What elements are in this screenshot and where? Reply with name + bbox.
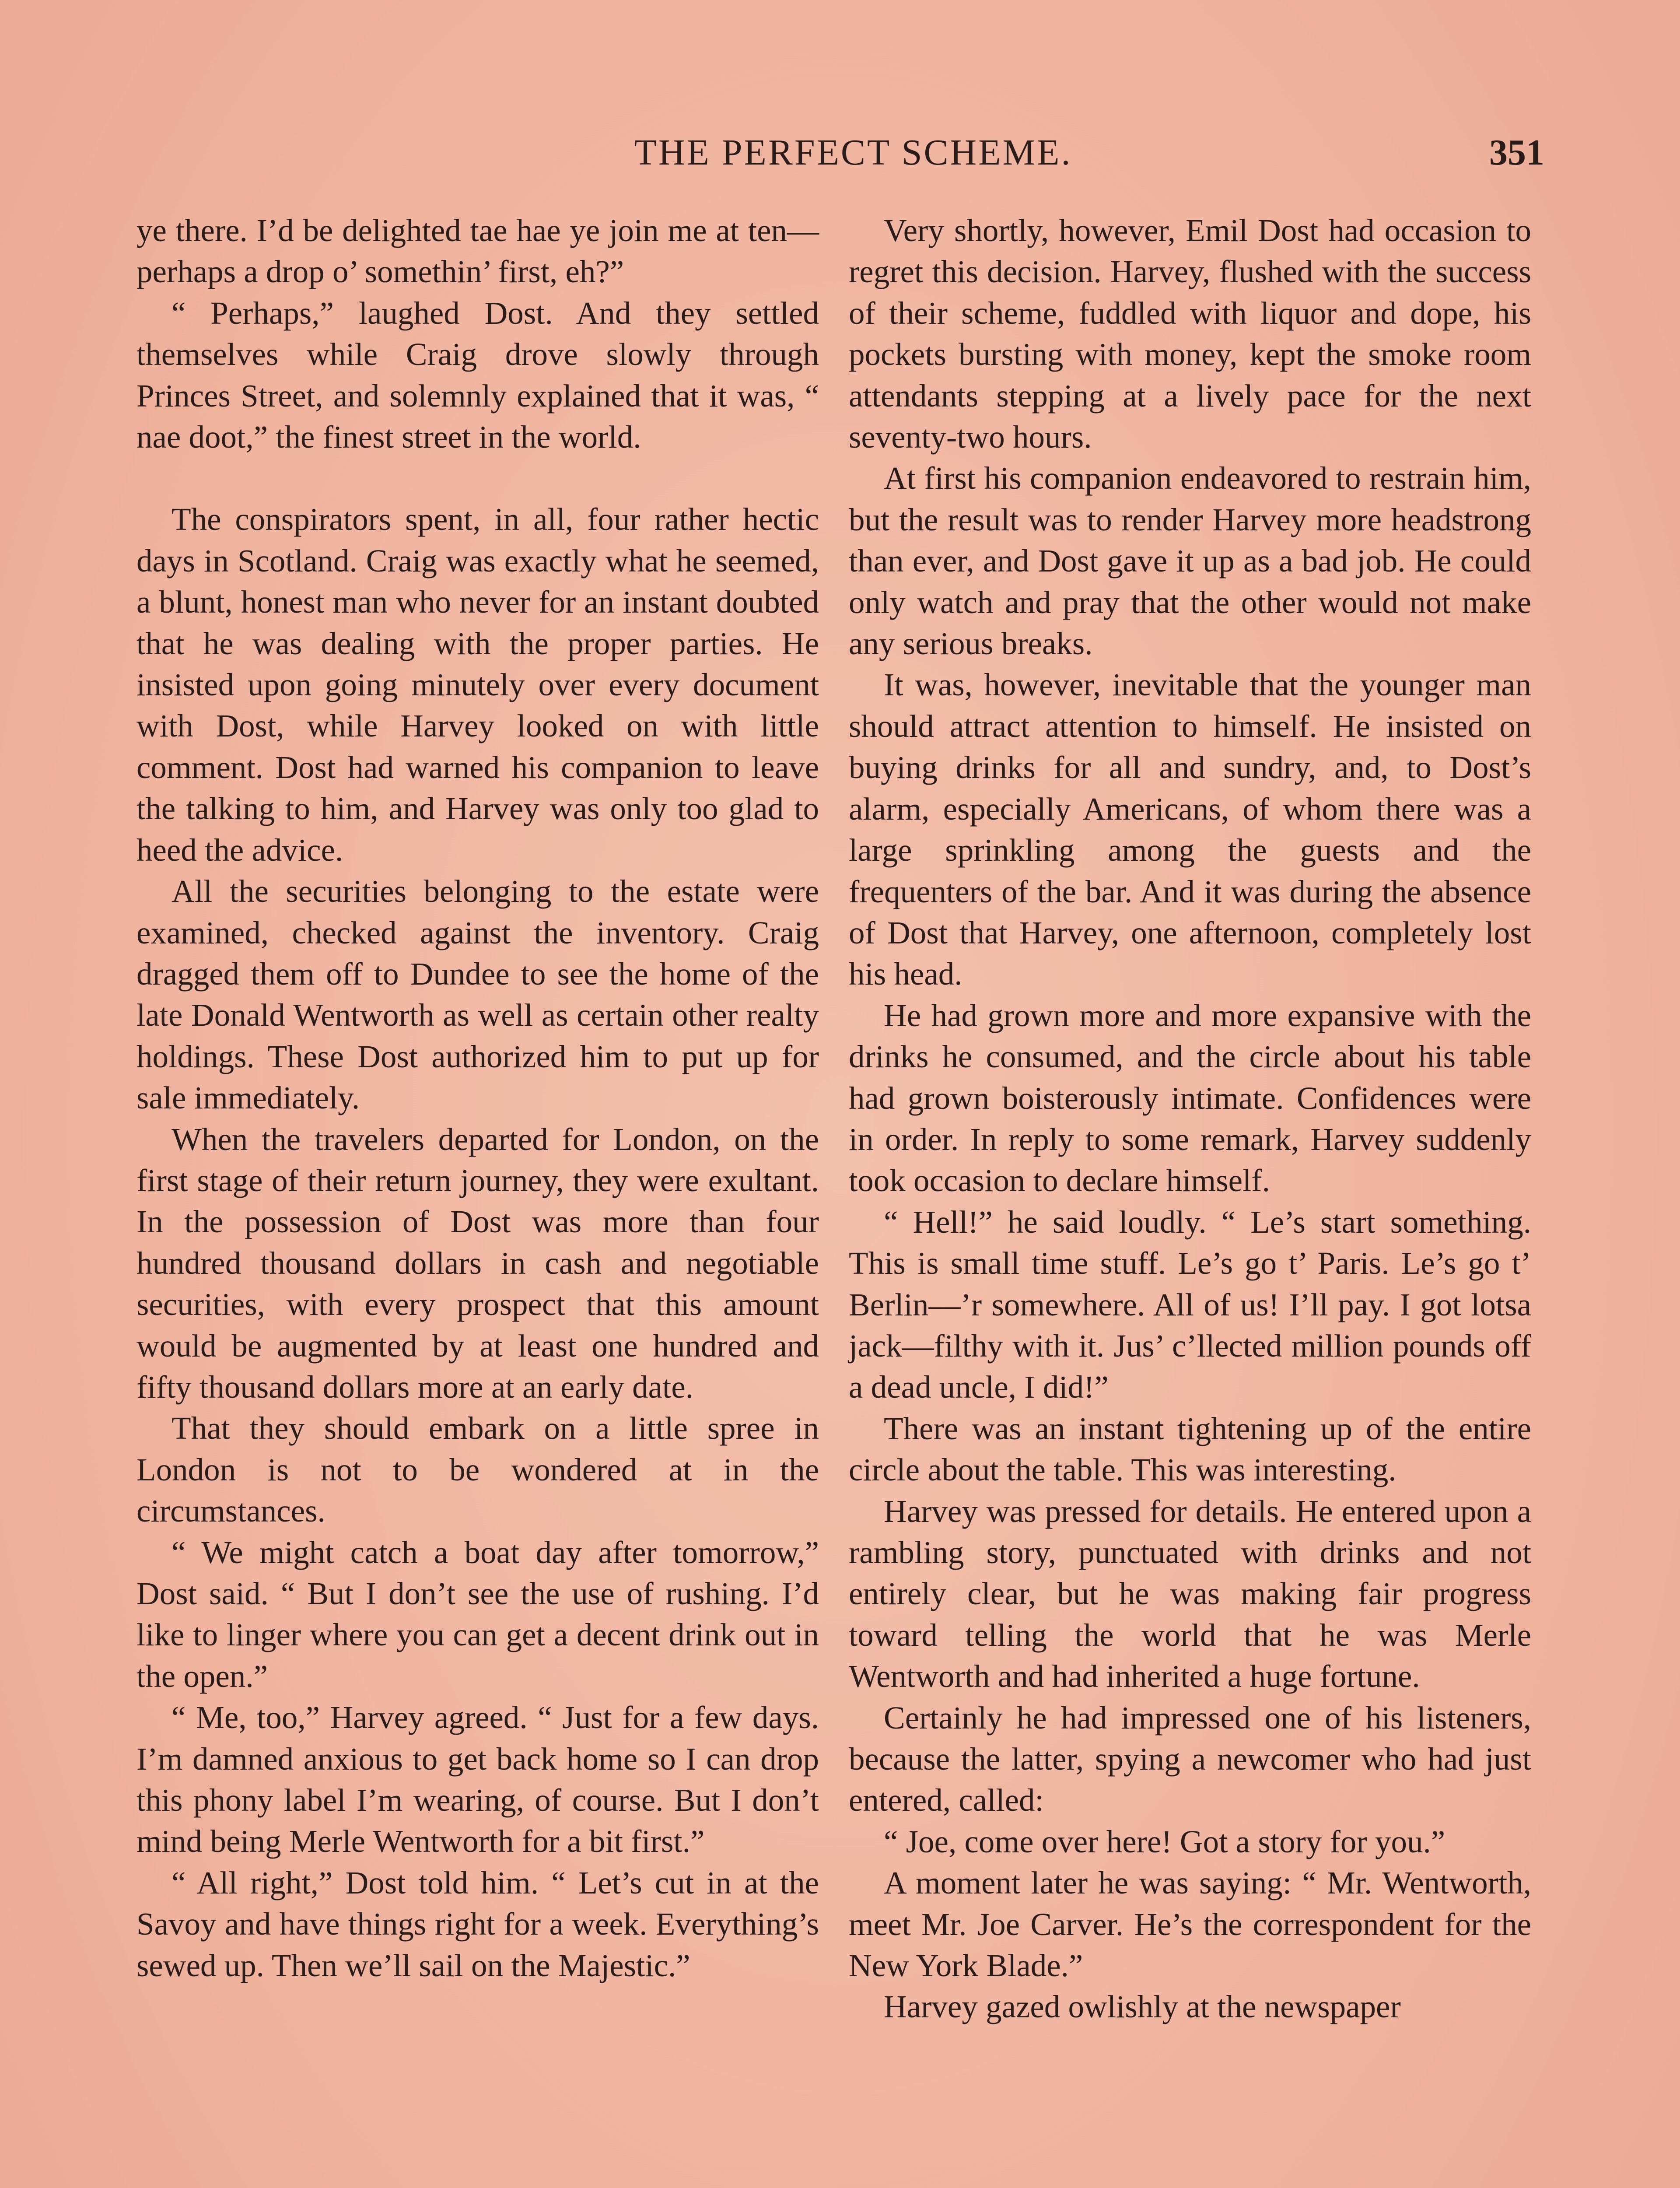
paragraph: There was an instant tightening up of the entire circle about the table. This was interesting. (849, 1410, 1531, 1488)
paragraph: It was, however, inevitable that the younger man should attract attention to himself. He insisted on buying drinks for all and sundry, and, to Dost’s alarm, especially Americans, of whom there was a large sprinkling among the guests and the frequenters of the bar. And it was during the absence of Dost that Harvey, one afternoon, completely lost his head. (849, 667, 1531, 992)
paragraph: All the securities belonging to the estate were examined, checked against the inventory. Craig dragged them off to Dundee to see the home of the late Donald Wentworth as well as certain other realty holdings. These Dost authorized him to put up for sale immediately. (136, 873, 819, 1116)
paragraph: Certainly he had impressed one of his listeners, because the latter, spying a newcomer who had just entered, called: (849, 1700, 1531, 1818)
paragraph: “ Perhaps,” laughed Dost. And they settled themselves while Craig drove slowly through Princes Street, and solemnly explained that it was, “ nae doot,” the finest street in the world. (136, 295, 819, 455)
paragraph: The conspirators spent, in all, four rather hectic days in Scotland. Craig was exactly what he seemed, a blunt, honest man who never for an instant doubted that he was dealing with the proper parties. He insisted upon going minutely over every document with Dost, while Harvey looked on with little comment. Dost had warned his companion to leave the talking to him, and Harvey was only too glad to heed the advice. (136, 501, 819, 868)
paragraph: “ Joe, come over here! Got a story for you.” (884, 1823, 1446, 1859)
paragraph: He had grown more and more expansive with the drinks he consumed, and the circle about his table had grown boisterously intimate. Confidences were in order. In reply to some remark, Harvey suddenly took occasion to declare himself. (849, 997, 1531, 1199)
paragraph: Harvey was pressed for details. He entered upon a rambling story, punctuated with drinks and not entirely clear, but he was making fair progress toward telling the world that he was Merle Wentworth and had inherited a huge fortune. (849, 1493, 1531, 1694)
paragraph: “ We might catch a boat day after tomorrow,” Dost said. “ But I don’t see the use of rushing. I’d like to linger where you can get a decent drink out in the open.” (136, 1534, 819, 1694)
paragraph: ye there. I’d be delighted tae hae ye join me at ten—perhaps a drop o’ somethin’ first, eh?” (136, 213, 819, 290)
section-break (136, 458, 819, 499)
paragraph: At first his companion endeavored to restrain him, but the result was to render Harvey more headstrong than ever, and Dost gave it up as a bad job. He could only watch and pray that the other would not make any serious breaks. (849, 460, 1531, 662)
right-text-column (849, 210, 1531, 2028)
paragraph: “ All right,” Dost told him. “ Let’s cut in at the Savoy and have things right for a week. Everything’s sewed up. Then we’ll sail on the Majestic.” (136, 1865, 819, 1983)
paragraph: A moment later he was saying: “ Mr. Wentworth, meet Mr. Joe Carver. He’s the correspondent for the New York Blade.” (849, 1865, 1531, 1984)
paragraph: When the travelers departed for London, on the first stage of their return journey, they were exultant. In the possession of Dost was more than four hundred thousand dollars in cash and negotiable securities, with every prospect that this amount would be augmented by at least one hundred and fifty thousand dollars more at an early date. (136, 1121, 819, 1405)
paragraph: Harvey gazed owlishly at the newspaper (884, 1989, 1401, 2025)
paragraph: “ Me, too,” Harvey agreed. “ Just for a few days. I’m damned anxious to get back home so I can drop this phony label I’m wearing, of course. But I don’t mind being Merle Wentworth for a bit first.” (136, 1700, 819, 1859)
left-text-column (136, 210, 819, 1986)
paragraph: Very shortly, however, Emil Dost had occasion to regret this decision. Harvey, flushed with the success of their scheme, fuddled with liquor and dope, his pockets bursting with money, kept the smoke room attendants stepping at a lively pace for the next seventy-two hours. (849, 213, 1531, 455)
running-head-title: THE PERFECT SCHEME. (634, 132, 1072, 173)
paragraph: “ Hell!” he said loudly. “ Le’s start something. This is small time stuff. Le’s go t’ Paris. Le’s go t’ Berlin—’r somewhere. All of us! I’ll pay. I got lotsa jack—filthy with it. Jus’ c’llected million pounds off a dead uncle, I did!” (849, 1204, 1531, 1405)
page-number: 351 (1489, 132, 1544, 173)
paragraph: That they should embark on a little spree in London is not to be wondered at in the circumstances. (136, 1410, 819, 1529)
